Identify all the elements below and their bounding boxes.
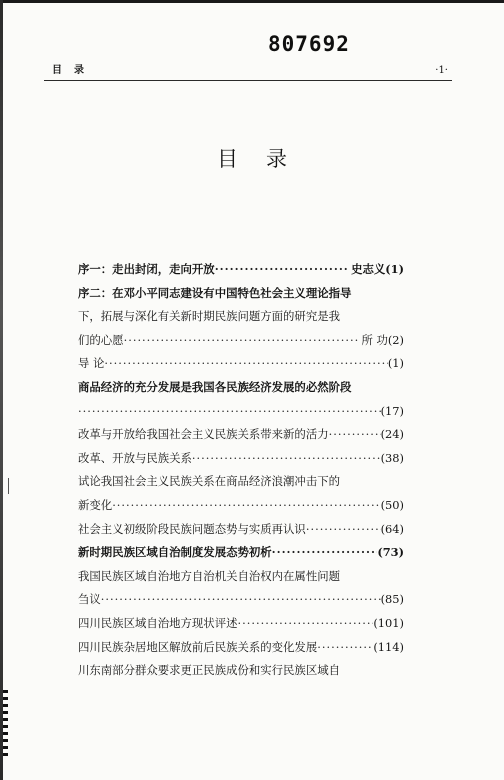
toc-leader-dots [112, 494, 380, 518]
toc-entry [78, 612, 404, 636]
toc-leader-dots [215, 258, 349, 282]
toc-entry [78, 659, 404, 683]
toc-entry-title: 四川民族区域自治地方现状评述 [78, 615, 238, 630]
toc-leader-dots [306, 518, 381, 542]
top-border-rule [0, 0, 504, 3]
toc-entry [78, 305, 404, 329]
toc-entry-page: (114) [373, 639, 404, 654]
toc-entry-page: (38) [380, 450, 404, 465]
toc-entry-title: 刍议 [78, 592, 101, 607]
toc-entry [78, 447, 404, 471]
toc-entry-page: (2) [387, 332, 404, 347]
page-left-edge [0, 0, 3, 780]
toc-entry-page: (50) [380, 497, 404, 512]
toc-entry [78, 565, 404, 589]
toc-leader-dots [78, 400, 381, 424]
toc-entry-author: 所 功 [361, 332, 388, 347]
toc-entry-title: 导 论 [78, 356, 105, 371]
toc-entry [78, 518, 404, 542]
toc-entry [78, 494, 404, 518]
running-head [52, 64, 448, 78]
toc-entry [78, 423, 404, 447]
toc-entry [78, 588, 404, 612]
toc-heading: 目录 [217, 147, 315, 171]
toc-entry-title: 商品经济的充分发展是我国各民族经济发展的必然阶段 [78, 379, 352, 394]
toc-leader-dots [124, 329, 360, 353]
toc-entry-title: 们的心愿 [78, 332, 124, 347]
toc-leader-dots [192, 447, 381, 471]
toc-entry [78, 376, 404, 400]
toc-entry-title: 川东南部分群众要求更正民族成份和实行民族区域自 [78, 663, 340, 678]
toc-entry-page: (101) [373, 615, 404, 630]
toc-entry [78, 400, 404, 424]
running-head-title: 目录 [52, 65, 96, 76]
margin-mark [8, 478, 9, 494]
toc-entry-title: 改革与开放给我国社会主义民族关系带来新的活力 [78, 427, 329, 442]
toc-leader-dots [317, 636, 373, 660]
toc-entry-title: 新变化 [78, 497, 113, 512]
toc-leader-dots [101, 588, 381, 612]
toc-entry-title: 我国民族区域自治地方自治机关自治权内在属性问题 [78, 568, 340, 583]
toc-entry-title: 新时期民族区域自治制度发展态势初析 [78, 545, 272, 560]
toc-entry [78, 470, 404, 494]
toc-entry-title: 改革、开放与民族关系 [78, 450, 192, 465]
toc-entry-title: 序一：走出封闭，走向开放 [78, 262, 215, 276]
toc-entry-page: (1) [387, 356, 404, 371]
toc-entry-title: 四川民族杂居地区解放前后民族关系的变化发展 [78, 639, 318, 654]
toc-entry [78, 329, 404, 353]
toc-entry [78, 282, 404, 306]
running-head-page-number: ·1· [435, 65, 448, 76]
toc-entry-page: (73) [377, 545, 404, 560]
toc-entry-page: (85) [380, 592, 404, 607]
toc-entry-title: 下，拓展与深化有关新时期民族问题方面的研究是我 [78, 309, 340, 324]
toc-leader-dots [104, 352, 387, 376]
toc-entry [78, 541, 404, 565]
toc-entry-page: (17) [380, 403, 404, 418]
toc-entry-page: (1) [385, 262, 404, 276]
spine-binding-marks [3, 690, 8, 760]
header-rule [44, 80, 452, 81]
stamped-catalog-number: 807692 [268, 32, 350, 56]
toc-entry-author: 史志义 [351, 262, 386, 276]
toc-list [78, 258, 404, 683]
toc-entry-title: 试论我国社会主义民族关系在商品经济浪潮冲击下的 [78, 474, 340, 489]
toc-entry-title: 序二：在邓小平同志建设有中国特色社会主义理论指导 [78, 285, 352, 300]
toc-entry [78, 636, 404, 660]
toc-entry [78, 352, 404, 376]
toc-entry-page: (64) [380, 521, 404, 536]
toc-entry [78, 258, 404, 282]
toc-leader-dots [329, 423, 381, 447]
toc-entry-page: (24) [380, 427, 404, 442]
toc-entry-title: 社会主义初级阶段民族问题态势与实质再认识 [78, 521, 306, 536]
toc-leader-dots [237, 612, 373, 636]
toc-leader-dots [272, 541, 378, 565]
